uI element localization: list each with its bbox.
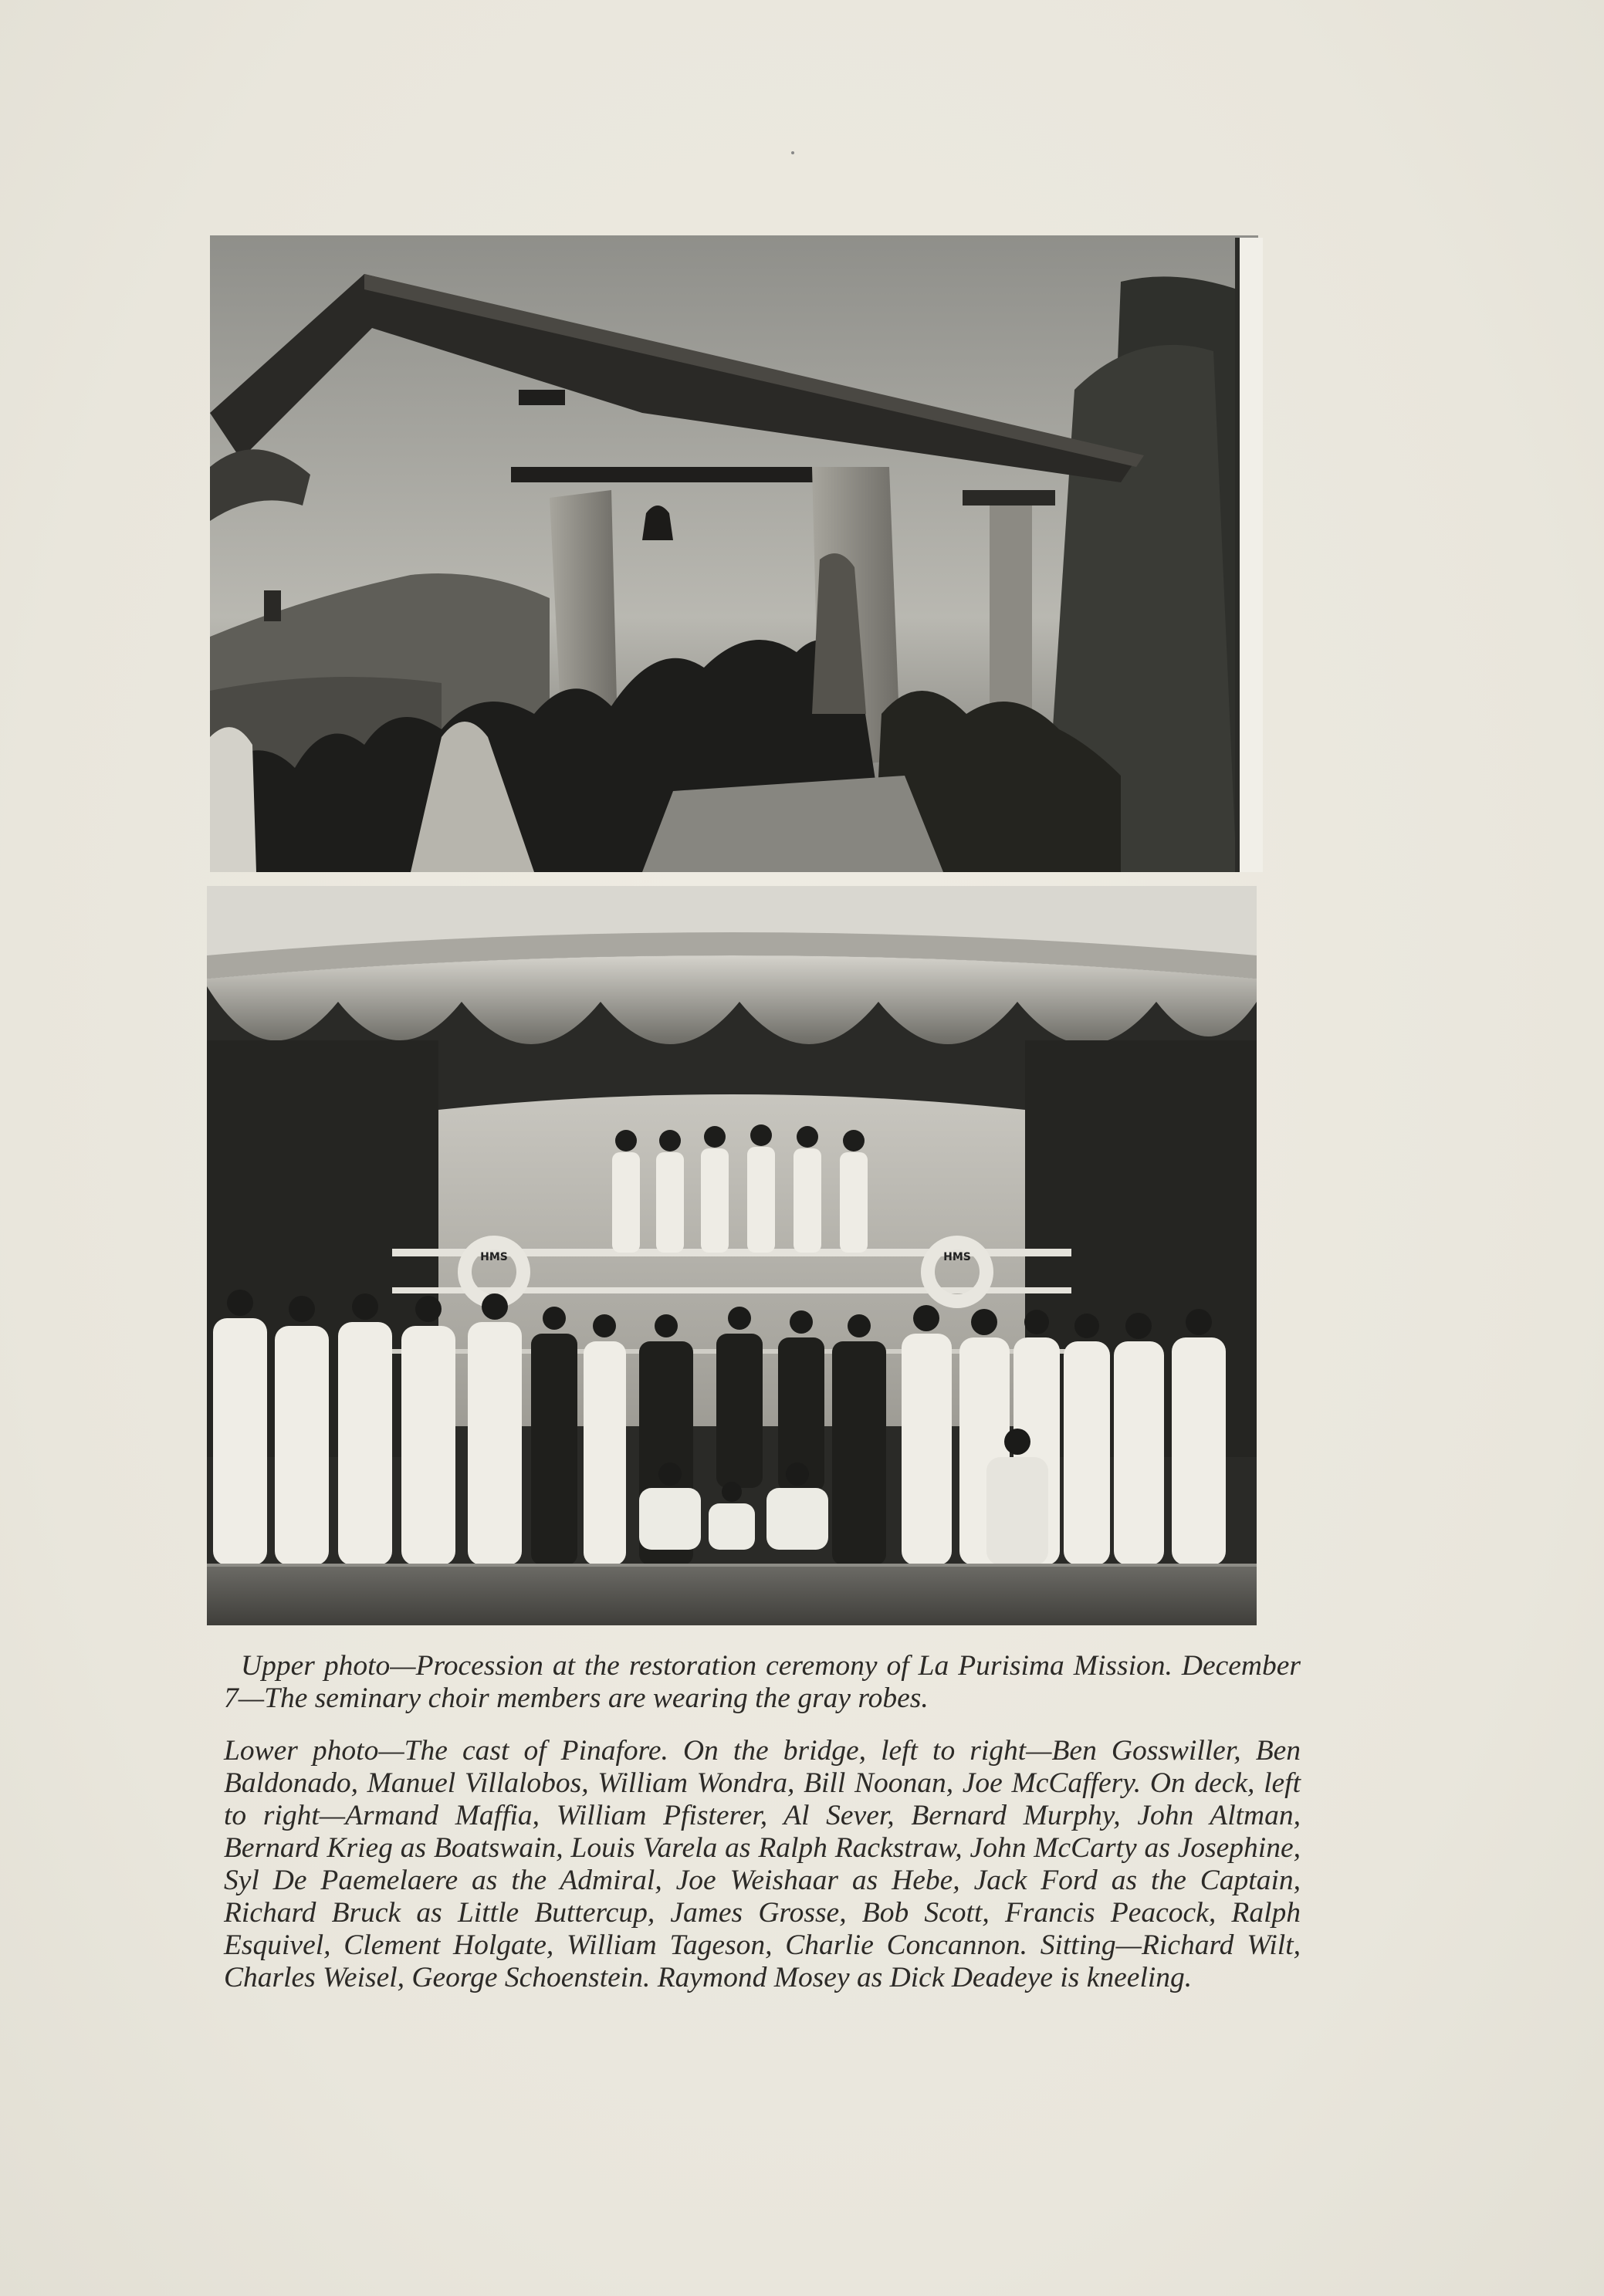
upper-photo: [210, 235, 1258, 872]
mission-procession-image: [210, 235, 1258, 872]
pinafore-cast-image: [207, 886, 1257, 1625]
photo-border: [1235, 238, 1263, 872]
life-ring-right-text: HMS: [943, 1251, 971, 1263]
speck: [791, 151, 794, 154]
life-ring-left-text: HMS: [480, 1251, 508, 1263]
lower-photo-caption: Lower photo—The cast of Pinafore. On the bridge, left to right—Ben Gosswiller, Ben Baldonado, Manuel Villalobos, William Wondra, Bill Noonan, Joe McCaffery. On deck, left to right—Armand Maffia, William Pfisterer, Al Sever, Bernard Murphy, John Altman, Bernard Krieg as Boatswain, Louis Varela as Ralph Rackstraw, John McCarty as Josephine, Syl De Paemelaere as the Admiral, Joe Weishaar as Hebe, Jack Ford as the Captain, Richard Bruck as Little Buttercup, James Grosse, Bob Scott, Francis Peacock, Ralph Esquivel, Clement Holgate, William Tageson, Charlie Concannon. Sitting—Richard Wilt, Charles Weisel, George Schoenstein. Raymond Mosey as Dick Deadeye is kneeling.: [224, 1735, 1301, 1993]
upper-photo-caption: Upper photo—Procession at the restoration ceremony of La Purisima Mission. December 7—The seminary choir members are wearing the gray robes.: [224, 1650, 1301, 1714]
lower-photo: [207, 886, 1257, 1625]
